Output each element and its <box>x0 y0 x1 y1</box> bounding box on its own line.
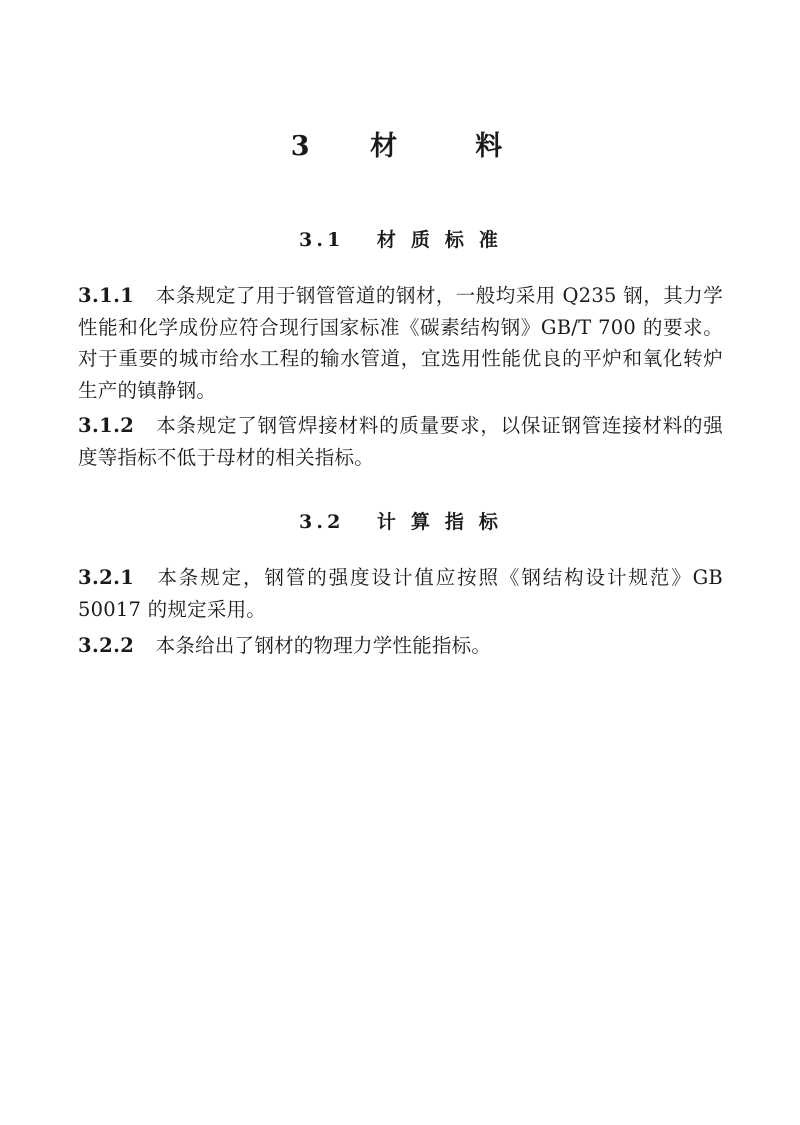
paragraph-text: 本条规定了钢管焊接材料的质量要求，以保证钢管连接材料的强度等指标不低于母材的相关指标。 <box>78 414 723 469</box>
paragraph-text: 本条给出了钢材的物理力学性能指标。 <box>155 633 492 657</box>
section-heading-3-2: 3.2 计 算 指 标 <box>298 511 503 534</box>
paragraph-3-2-2 <box>78 630 723 662</box>
paragraph-number: 3.1.1 <box>78 284 135 307</box>
page-content <box>78 100 723 661</box>
paragraph-text: 本条规定了用于钢管管道的钢材，一般均采用 Q235 钢，其力学性能和化学成份应符合现行国家标准《碳素结构钢》GB/T 700 的要求。对于重要的城市给水工程的输水管道，宜选用性能优良的平炉和氧化转炉生产的镇静钢。 <box>78 284 723 402</box>
paragraph-number: 3.1.2 <box>78 414 135 438</box>
paragraph-3-1-2 <box>78 410 723 473</box>
section-heading-3-1: 3.1 材 质 标 准 <box>298 229 503 251</box>
paragraph-3-2-1 <box>78 562 723 625</box>
paragraph-text: 本条规定，钢管的强度设计值应按照《钢结构设计规范》GB 50017 的规定采用。 <box>78 566 723 622</box>
chapter-heading: 3 材 料 <box>290 131 511 162</box>
paragraph-number: 3.2.2 <box>78 633 135 657</box>
paragraph-number: 3.2.1 <box>78 566 135 590</box>
paragraph-3-1-1 <box>78 280 723 406</box>
